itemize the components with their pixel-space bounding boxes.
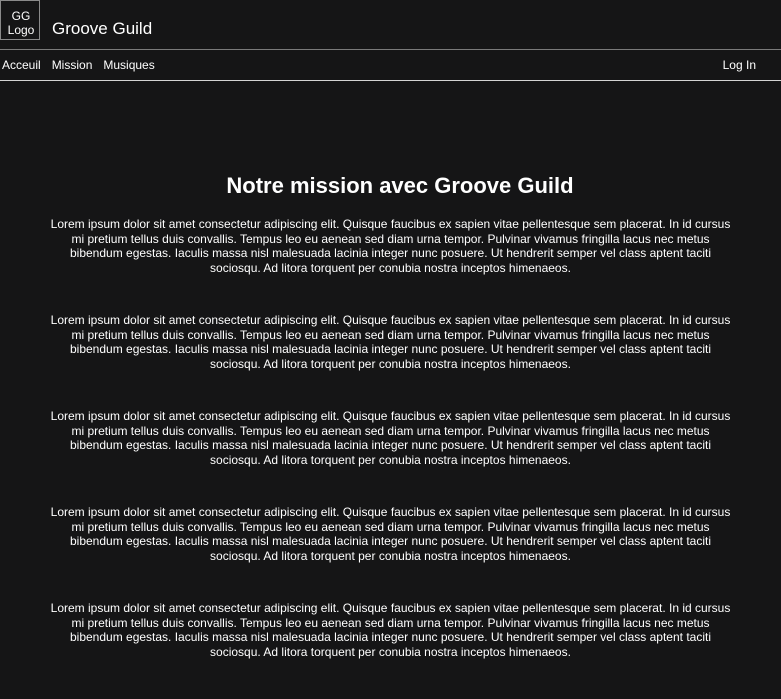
logo[interactable] [0, 0, 40, 40]
logo-text: GG Logo [7, 9, 35, 37]
nav-item-acceuil[interactable]: Acceuil [2, 58, 41, 72]
mission-paragraph-5: Lorem ipsum dolor sit amet consectetur adipiscing elit. Quisque faucibus ex sapien vitae pellentesque sem placerat. In id cursus mi pretium tellus duis convallis. Tempus leo eu aenean sed diam urna tempor. Pulvinar vivamus fringilla lacus nec metus bibendum egestas. Iaculis massa nisl malesuada lacinia integer nunc posuere. Ut hendrerit semper vel class aptent taciti sociosqu. Ad litora torquent per conubia nostra inceptos himenaeos. [50, 601, 731, 659]
site-title: Groove Guild [52, 19, 153, 38]
mission-paragraph-4: Lorem ipsum dolor sit amet consectetur adipiscing elit. Quisque faucibus ex sapien vitae pellentesque sem placerat. In id cursus mi pretium tellus duis convallis. Tempus leo eu aenean sed diam urna tempor. Pulvinar vivamus fringilla lacus nec metus bibendum egestas. Iaculis massa nisl malesuada lacinia integer nunc posuere. Ut hendrerit semper vel class aptent taciti sociosqu. Ad litora torquent per conubia nostra inceptos himenaeos. [50, 505, 731, 563]
main-content [0, 170, 781, 659]
nav-item-musiques[interactable]: Musiques [103, 58, 155, 72]
main-navigation [0, 51, 781, 81]
nav-links [2, 58, 155, 72]
mission-paragraph-1: Lorem ipsum dolor sit amet consectetur adipiscing elit. Quisque faucibus ex sapien vitae pellentesque sem placerat. In id cursus mi pretium tellus duis convallis. Tempus leo eu aenean sed diam urna tempor. Pulvinar vivamus fringilla lacus nec metus bibendum egestas. Iaculis massa nisl malesuada lacinia integer nunc posuere. Ut hendrerit semper vel class aptent taciti sociosqu. Ad litora torquent per conubia nostra inceptos himenaeos. [50, 217, 731, 275]
page-title: Notre mission avec Groove Guild [226, 173, 574, 198]
nav-item-mission[interactable]: Mission [51, 58, 93, 72]
login-link[interactable]: Log In [722, 58, 756, 72]
mission-paragraph-2: Lorem ipsum dolor sit amet consectetur adipiscing elit. Quisque faucibus ex sapien vitae pellentesque sem placerat. In id cursus mi pretium tellus duis convallis. Tempus leo eu aenean sed diam urna tempor. Pulvinar vivamus fringilla lacus nec metus bibendum egestas. Iaculis massa nisl malesuada lacinia integer nunc posuere. Ut hendrerit semper vel class aptent taciti sociosqu. Ad litora torquent per conubia nostra inceptos himenaeos. [50, 313, 731, 371]
site-header [0, 0, 781, 50]
mission-paragraph-3: Lorem ipsum dolor sit amet consectetur adipiscing elit. Quisque faucibus ex sapien vitae pellentesque sem placerat. In id cursus mi pretium tellus duis convallis. Tempus leo eu aenean sed diam urna tempor. Pulvinar vivamus fringilla lacus nec metus bibendum egestas. Iaculis massa nisl malesuada lacinia integer nunc posuere. Ut hendrerit semper vel class aptent taciti sociosqu. Ad litora torquent per conubia nostra inceptos himenaeos. [50, 409, 731, 467]
